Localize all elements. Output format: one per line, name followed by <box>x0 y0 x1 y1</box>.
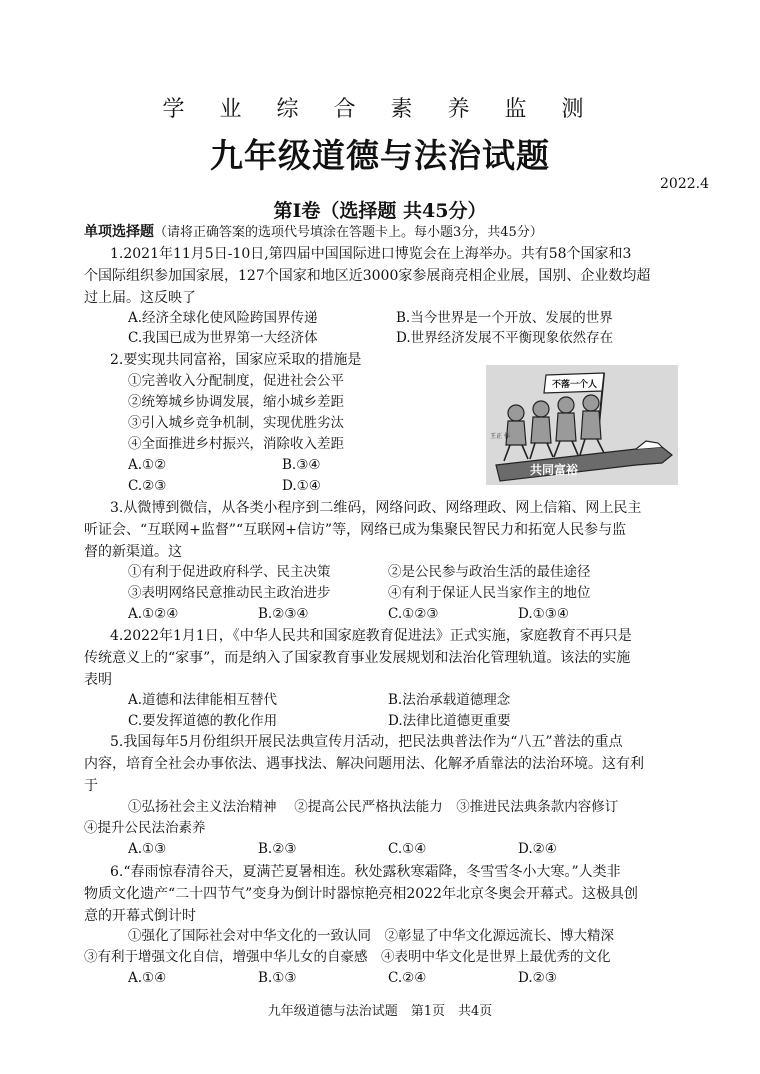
q4-stem-line-1: 4.2022年1月1日，《中华人民共和国家庭教育促进法》正式实施，家庭教育不再只是 <box>110 628 632 644</box>
q2-item-2: ②统筹城乡协调发展，缩小城乡差距 <box>128 394 344 410</box>
q6-option-d: D.②③ <box>518 970 557 986</box>
common-prosperity-cartoon <box>486 365 678 485</box>
q5-items-line-1: ①弘扬社会主义法治精神 ②提高公民严格执法能力 ③推进民法典条款内容修订 <box>128 799 619 815</box>
q4-option-d: D.法律比道德更重要 <box>388 713 511 729</box>
q4-stem-line-3: 表明 <box>84 672 112 688</box>
cartoon-flag-text: 不落一个人 <box>552 380 598 390</box>
q1-stem-line-2: 个国际组织参加国家展，127个国家和地区近3000家参展商亮相企业展，国别、企业数均超 <box>84 268 651 284</box>
exam-date: 2022.4 <box>660 176 709 192</box>
q3-option-d: D.①③④ <box>518 606 569 622</box>
q3-stem-line-3: 督的新渠道。这 <box>84 544 182 560</box>
q6-option-b: B.①③ <box>258 970 297 986</box>
section-heading: 第Ⅰ卷（选择题 共45分） <box>273 200 487 222</box>
cartoon-banner-text: 共同富裕 <box>530 463 579 477</box>
q3-stem-line-2: 听证会、“互联网+监督”“互联网+信访”等，网络已成为集聚民智民力和拓宽人民参与监 <box>84 522 627 538</box>
q4-stem-line-2: 传统意义上的“家事”，而是纳入了国家教育事业发展规划和法治化管理轨道。该法的实施 <box>84 650 631 666</box>
q3-option-b: B.②③④ <box>258 606 309 622</box>
exam-title: 九年级道德与法治试题 <box>210 136 550 175</box>
q2-option-d: D.①④ <box>282 478 321 494</box>
q3-option-a: A.①②④ <box>128 606 179 622</box>
q2-option-b: B.③④ <box>282 457 321 473</box>
q6-option-a: A.①④ <box>128 970 167 986</box>
q2-item-1: ①完善收入分配制度，促进社会公平 <box>128 373 344 389</box>
q1-option-d: D.世界经济发展不平衡现象依然存在 <box>396 330 614 346</box>
instruction-text: （请将正确答案的选项代号填涂在答题卡上。每小题3分，共45分） <box>154 225 543 240</box>
q5-option-b: B.②③ <box>258 841 297 857</box>
q5-option-c: C.①④ <box>388 841 427 857</box>
q3-item-4: ④有利于保证人民当家作主的地位 <box>388 585 591 601</box>
q6-option-c: C.②④ <box>388 970 427 986</box>
q5-option-d: D.②④ <box>518 841 557 857</box>
q3-option-c: C.①②③ <box>388 606 439 622</box>
q4-option-c: C.要发挥道德的教化作用 <box>128 713 278 729</box>
q4-option-a: A.道德和法律能相互替代 <box>128 692 278 708</box>
q1-stem-line-1: 1.2021年11月5日-10日,第四届中国国际进口博览会在上海举办。共有58个国家和3 <box>110 246 632 262</box>
q6-stem-line-2: 物质文化遗产“二十四节气”变身为倒计时器惊艳亮相2022年北京冬奥会开幕式。这极具创 <box>84 886 638 902</box>
page-footer: 九年级道德与法治试题 第1页 共4页 <box>267 1004 493 1019</box>
q6-items-line-1: ①强化了国际社会对中华文化的一致认同 ②彰显了中华文化源远流长、博大精深 <box>128 928 614 944</box>
q1-stem-line-3: 过上届。这反映了 <box>84 290 196 306</box>
q3-item-3: ③表明网络民意推动民主政治进步 <box>128 585 331 601</box>
q2-item-4: ④全面推进乡村振兴，消除收入差距 <box>128 436 344 452</box>
q3-item-2: ②是公民参与政治生活的最佳途径 <box>388 564 591 580</box>
q1-option-b: B.当今世界是一个开放、发展的世界 <box>396 310 613 326</box>
q6-stem-line-1: 6.“春雨惊春清谷天，夏满芒夏暑相连。秋处露秋寒霜降，冬雪雪冬小大寒。”人类非 <box>110 864 621 880</box>
q5-stem-line-1: 5.我国每年5月份组织开展民法典宣传月活动，把民法典普法作为“八五”普法的重点 <box>110 734 623 750</box>
q2-item-3: ③引入城乡竞争机制，实现优胜劣汰 <box>128 415 344 431</box>
q5-items-line-2: ④提升公民法治素养 <box>84 820 206 836</box>
instruction <box>84 222 543 243</box>
q5-stem-line-2: 内容，培育全社会办事依法、遇事找法、解决问题用法、化解矛盾靠法的法治环境。这有利 <box>84 756 644 772</box>
q6-items-line-2: ③有利于增强文化自信，增强中华儿女的自豪感 ④表明中华文化是世界上最优秀的文化 <box>84 949 611 965</box>
q2-option-a: A.①② <box>128 457 167 473</box>
exam-subtitle: 学 业 综 合 素 养 监 测 <box>162 97 598 122</box>
q2-stem: 2.要实现共同富裕，国家应采取的措施是 <box>110 352 362 368</box>
cartoon-credit: 王正 作 <box>490 433 510 440</box>
q2-option-c: C.②③ <box>128 478 167 494</box>
q3-item-1: ①有利于促进政府科学、民主决策 <box>128 564 331 580</box>
q1-option-c: C.我国已成为世界第一大经济体 <box>128 330 318 346</box>
q5-stem-line-3: 于 <box>84 778 98 794</box>
q4-option-b: B.法治承载道德理念 <box>388 692 511 708</box>
q5-option-a: A.①③ <box>128 841 167 857</box>
q1-option-a: A.经济全球化使风险跨国界传递 <box>128 310 318 326</box>
q3-stem-line-1: 3.从微博到微信，从各类小程序到二维码，网络问政、网络理政、网上信箱、网上民主 <box>110 500 642 516</box>
q6-stem-line-3: 意的开幕式倒计时 <box>84 908 196 924</box>
instruction-label: 单项选择题 <box>84 224 154 240</box>
